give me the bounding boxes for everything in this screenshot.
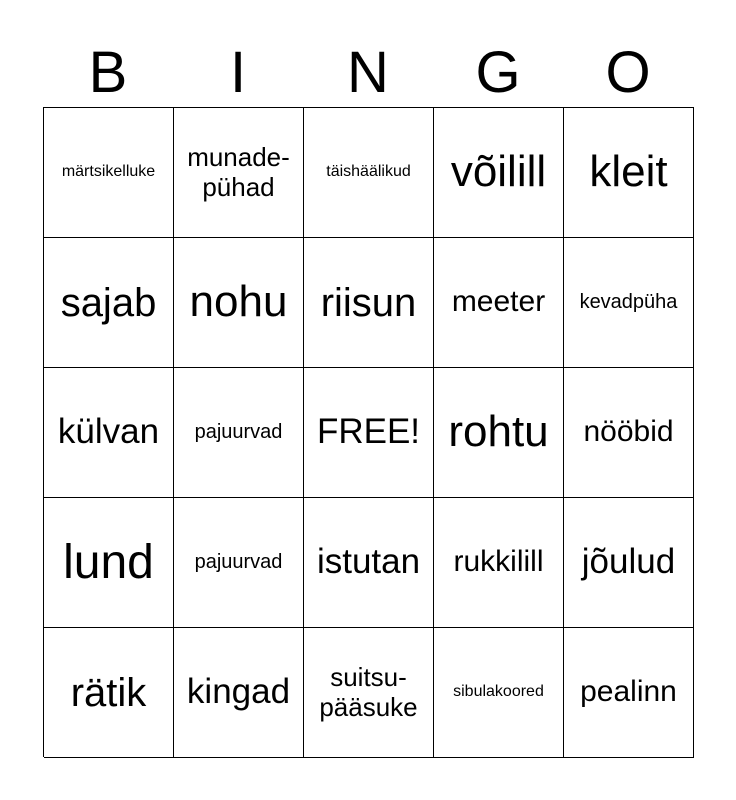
- cell-text: märtsikelluke: [61, 163, 156, 181]
- bingo-cell[interactable]: [174, 498, 304, 628]
- bingo-cell[interactable]: [434, 108, 564, 238]
- bingo-header: [43, 38, 693, 108]
- cell-text: pealinn: [580, 675, 677, 709]
- cell-text: rukkilill: [453, 545, 544, 579]
- header-letter-i: I: [229, 40, 247, 105]
- cell-text: istutan: [316, 542, 421, 582]
- bingo-cell[interactable]: [44, 108, 174, 238]
- bingo-cell[interactable]: [434, 238, 564, 368]
- bingo-cell[interactable]: [44, 238, 174, 368]
- bingo-cell[interactable]: [434, 368, 564, 498]
- bingo-cell[interactable]: [564, 628, 694, 758]
- cell-text: suitsu- pääsuke: [319, 661, 418, 722]
- cell-text: külvan: [57, 412, 160, 452]
- header-letter-g: G: [475, 40, 521, 105]
- bingo-board: [43, 107, 694, 757]
- cell-text: rätik: [70, 670, 147, 715]
- bingo-cell[interactable]: [434, 628, 564, 758]
- bingo-cell[interactable]: [174, 108, 304, 238]
- cell-text: pajuurvad: [194, 421, 283, 443]
- bingo-cell[interactable]: [564, 238, 694, 368]
- bingo-cell[interactable]: [44, 628, 174, 758]
- bingo-cell[interactable]: [304, 108, 434, 238]
- header-letter-o: O: [605, 40, 651, 105]
- cell-text: riisun: [320, 280, 417, 325]
- bingo-cell[interactable]: [174, 238, 304, 368]
- cell-text: nööbid: [583, 415, 674, 449]
- cell-text: täishäälikud: [326, 163, 411, 181]
- bingo-cell[interactable]: [304, 628, 434, 758]
- cell-text: lund: [63, 535, 154, 589]
- bingo-cell[interactable]: [564, 108, 694, 238]
- free-space-cell[interactable]: [304, 368, 434, 498]
- bingo-cell[interactable]: [304, 238, 434, 368]
- cell-text: sajab: [60, 280, 157, 325]
- header-letter-n: N: [347, 40, 389, 105]
- cell-text: kevadpüha: [579, 291, 678, 313]
- cell-text: munade- pühad: [187, 141, 290, 202]
- cell-text: rohtu: [448, 407, 549, 457]
- cell-text: pajuurvad: [194, 551, 283, 573]
- cell-text: meeter: [451, 285, 546, 319]
- cell-text: kleit: [589, 147, 668, 197]
- bingo-cell[interactable]: [564, 368, 694, 498]
- bingo-cell[interactable]: [564, 498, 694, 628]
- bingo-cell[interactable]: [44, 368, 174, 498]
- bingo-cell[interactable]: [434, 498, 564, 628]
- cell-text: jõulud: [581, 542, 676, 582]
- bingo-cell[interactable]: [304, 498, 434, 628]
- cell-text: kingad: [186, 672, 291, 712]
- header-letter-b: B: [88, 40, 128, 105]
- cell-text: nohu: [189, 277, 288, 327]
- cell-text: võilill: [450, 147, 547, 197]
- cell-text: sibulakoored: [453, 683, 544, 701]
- cell-text: FREE!: [316, 412, 421, 452]
- bingo-cell[interactable]: [174, 628, 304, 758]
- bingo-cell[interactable]: [174, 368, 304, 498]
- bingo-cell[interactable]: [44, 498, 174, 628]
